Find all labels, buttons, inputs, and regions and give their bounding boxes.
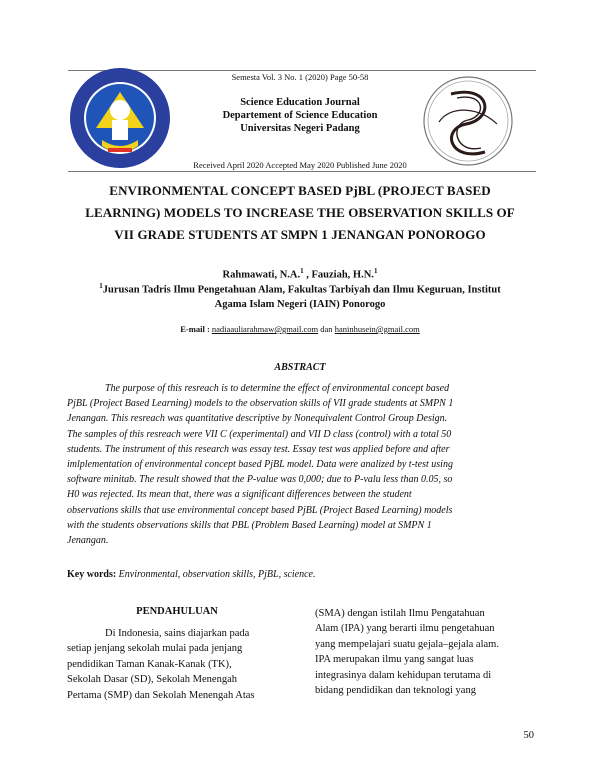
body-line: IPA merupakan ilmu yang sangat luas — [315, 654, 474, 666]
abstract-line: The purpose of this resreach is to determine the effect of environmental concept based — [105, 383, 450, 394]
email-label: E-mail : — [180, 324, 212, 334]
abstract-line: imlplementation of environmental concept based PjBL model. Data were analized by t-test using — [67, 459, 453, 471]
keywords-list: Environmental, observation skills, PjBL, science. — [116, 569, 316, 580]
author-2: , Fauziah, H.N. — [303, 269, 374, 281]
department-name: Departement of Science Education — [222, 110, 378, 121]
right-column-text — [315, 606, 533, 698]
abstract-line: Jenangan. — [67, 535, 109, 547]
abstract-line: Jenangan. This resreach was quantitative descriptive by Nonequivalent Control Group Design. — [67, 413, 448, 425]
abstract-line: with the students observations skills that PBL (Problem Based Learning) model at SMPN 1 — [67, 519, 432, 531]
abstract-line: observations skills that use environmental concept based PjBL (Project Based Learning) models — [67, 504, 453, 516]
abstract-line: students. The instrument of this research was essay test. Essay test was applied before and after — [67, 443, 450, 455]
body-line: Di Indonesia, sains diajarkan pada — [105, 628, 250, 639]
abstract-body — [67, 381, 533, 548]
university-name: Universitas Negeri Padang — [240, 123, 360, 134]
affiliation-line-2: Agama Islam Negeri (IAIN) Ponorogo — [214, 298, 386, 310]
affiliation-line-1: Jurusan Tadris Ilmu Pengetahuan Alam, Fakultas Tarbiyah dan Ilmu Keguruan, Institut — [102, 284, 501, 296]
page-number: 50 — [523, 730, 534, 741]
journal-volume-line: Semesta Vol. 3 No. 1 (2020) Page 50-58 — [231, 72, 369, 82]
abstract-heading: ABSTRACT — [274, 362, 326, 373]
journal-name: Science Education Journal — [240, 97, 360, 108]
body-line: Alam (IPA) yang berarti ilmu pengetahuan — [315, 623, 495, 635]
body-line: bidang pendidikan dan teknologi yang — [315, 685, 476, 697]
author-2-affiliation-mark: 1 — [373, 267, 378, 275]
author-1-affiliation-mark: 1 — [300, 267, 304, 275]
author-1: Rahmawati, N.A. — [222, 269, 301, 281]
affiliation — [50, 279, 550, 312]
keywords — [67, 569, 533, 580]
abstract-line: software minitab. The result showed that the P-value was 0,000; due to P-valu less than 0.05, so — [67, 474, 453, 486]
abstract-line: PjBL (Project Based Learning) models to the observation skills of VII grade students at SMPN 1 — [67, 398, 454, 410]
body-line: (SMA) dengan istilah Ilmu Pengatahuan — [315, 608, 485, 619]
section-heading-pendahuluan: PENDAHULUAN — [136, 606, 218, 617]
received-dates: Received April 2020 Accepted May 2020 Published June 2020 — [193, 160, 407, 170]
university-logo — [68, 66, 172, 170]
title-line: VII GRADE STUDENTS AT SMPN 1 JENANGAN PONOROGO — [114, 227, 486, 242]
keywords-label: Key words: — [67, 569, 117, 580]
title-line: LEARNING) MODELS TO INCREASE THE OBSERVATION SKILLS OF — [85, 205, 515, 220]
left-column-text — [67, 626, 287, 703]
body-line: yang mempelajari suatu gejala–gejala alam. — [315, 638, 499, 650]
abstract-line: The samples of this resreach were VII C (experimental) and VII D class (control) with a total 50 — [67, 428, 452, 440]
header-bottom-rule — [68, 171, 536, 172]
body-line: Sekolah Dasar (SD), Sekolah Menengah — [67, 674, 237, 686]
title-line: ENVIRONMENTAL CONCEPT BASED PjBL (PROJECT BASED — [109, 183, 491, 198]
affiliation-mark: 1 — [99, 282, 103, 290]
abstract-line: H0 was rejected. Its mean that, there was a significant differences between the student — [67, 489, 412, 501]
body-line: Pertama (SMP) dan Sekolah Menengah Atas — [67, 689, 255, 701]
email-link-2[interactable]: haninhusein@gmail.com — [334, 324, 420, 334]
email-line — [60, 324, 540, 334]
journal-name-block — [180, 96, 420, 135]
body-line: integrasinya dalam kehidupan terutama di — [315, 669, 492, 681]
body-line: pendidikan Taman Kanak-Kanak (TK), — [67, 658, 232, 670]
journal-logo — [421, 74, 515, 168]
email-join: dan — [318, 324, 335, 334]
body-line: setiap jenjang sekolah mulai pada jenjang — [67, 643, 243, 655]
email-link-1[interactable]: nadiaauliarahmaw@gmail.com — [211, 324, 319, 334]
paper-title — [40, 180, 560, 246]
